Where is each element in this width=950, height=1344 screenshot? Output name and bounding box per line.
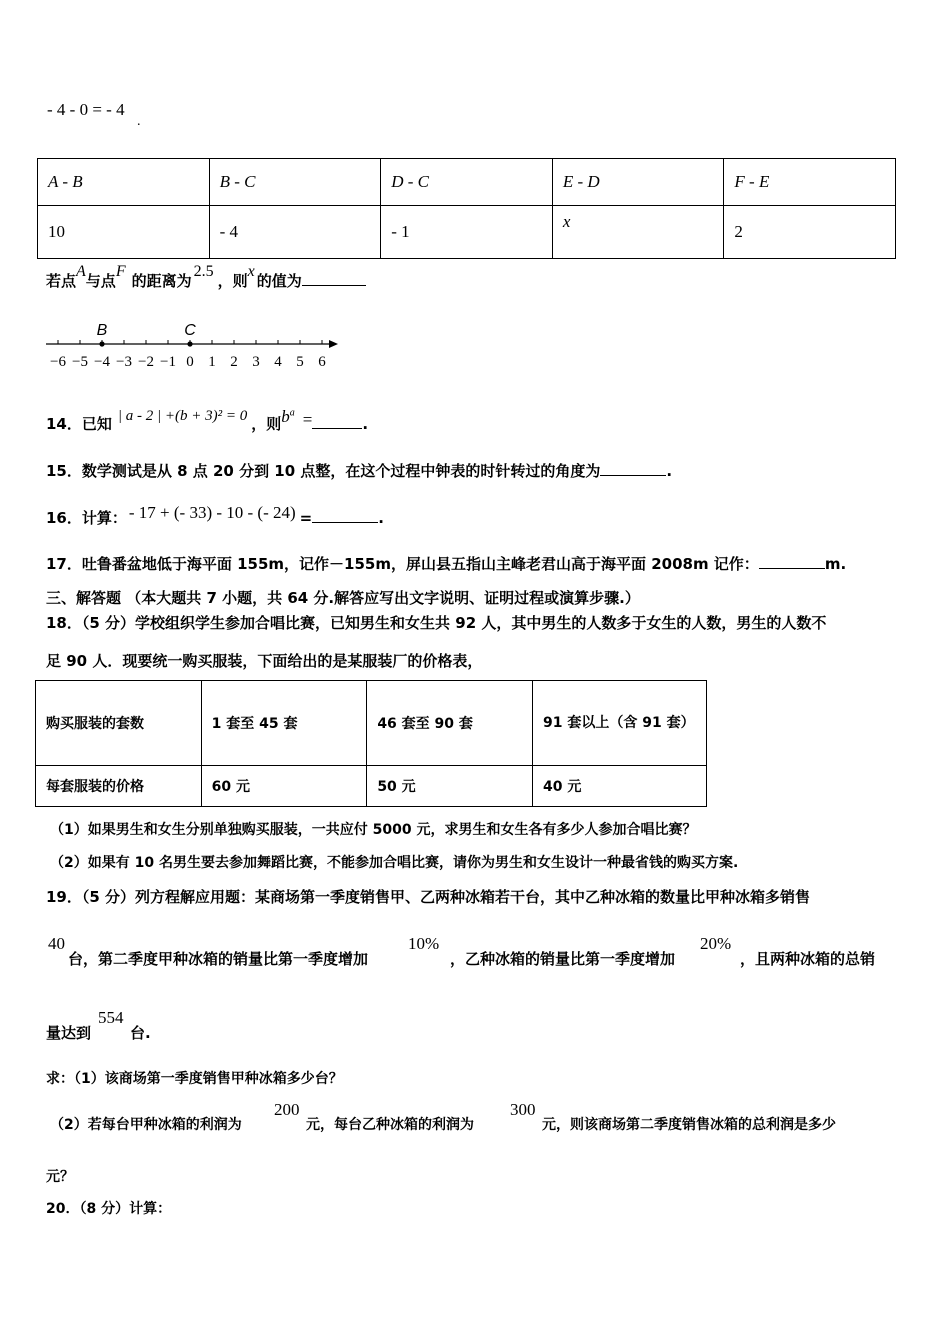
table-cell: 购买服装的套数 [36, 681, 202, 766]
value-300: 300 [510, 1100, 536, 1119]
top-expression [47, 100, 125, 120]
equals-sign: = [302, 410, 313, 429]
question-15 [46, 460, 672, 481]
text-segment: （2）若每台甲种冰箱的利润为 [50, 1117, 242, 1133]
q18-line-2: 足 90 人．现要统一购买服装，下面给出的是某服装厂的价格表， [46, 652, 483, 670]
table-cell: 10 [38, 206, 210, 259]
question-number: 16．计算： [46, 509, 127, 527]
answer-blank[interactable] [600, 475, 666, 476]
table-cell: x [552, 206, 724, 259]
tick-label: −4 [94, 354, 110, 370]
q19-ask: 求：（1）该商场第一季度销售甲种冰箱多少台？ [46, 1071, 343, 1087]
tick-label: −3 [116, 354, 132, 370]
q19-line-2 [46, 934, 926, 974]
table-cell: - 1 [381, 206, 553, 259]
tick-label: 5 [296, 354, 304, 370]
price-table [35, 680, 707, 807]
q17-text: 17．吐鲁番盆地低于海平面 155m，记作－155m，屏山县五指山主峰老君山高于海平面 2008m 记作： [46, 555, 759, 573]
table-cell: 2 [724, 206, 896, 259]
answer-blank[interactable] [312, 428, 362, 429]
table-header-cell: E - D [552, 159, 724, 206]
table-cell: 1 套至 45 套 [201, 681, 367, 766]
table-cell: 60 元 [201, 766, 367, 807]
text-segment: 若点 [46, 272, 77, 290]
table-cell: 46 套至 90 套 [367, 681, 533, 766]
base-b: b [281, 407, 290, 426]
answer-blank[interactable] [759, 568, 825, 569]
cell-text: 91 套以上（含 91 套） [543, 715, 695, 731]
percent-20: 20% [700, 934, 732, 953]
text-segment: 台，第二季度甲种冰箱的销量比第一季度增加 [68, 950, 369, 968]
tick-label: −6 [50, 354, 66, 370]
question-pre-14 [46, 263, 366, 291]
table-cell [533, 681, 707, 766]
tick-label: 4 [274, 354, 282, 370]
q14-equation: | a - 2 | +(b + 3)² = 0 [117, 408, 248, 424]
table-row [36, 681, 707, 766]
text-segment: ，乙种冰箱的销量比第一季度增加 [450, 950, 676, 968]
tick-label: −1 [160, 354, 176, 370]
q19-line-3 [46, 1008, 246, 1044]
percent-10: 10% [408, 934, 440, 953]
period: . [362, 415, 369, 433]
point-label: B [96, 322, 108, 339]
difference-table [37, 158, 896, 259]
number-line [40, 316, 350, 376]
question-number: 14．已知 [46, 415, 112, 433]
q15-text: 15．数学测试是从 8 点 20 分到 10 点整，在这个过程中钟表的时针转过的角度为 [46, 462, 601, 480]
table-header-cell: A - B [38, 159, 210, 206]
q18-line-1: 18．（5 分）学校组织学生参加合唱比赛，已知男生和女生共 92 人，其中男生的人数多于女生的人数，男生的人数不 [46, 614, 827, 632]
answer-blank[interactable] [312, 522, 378, 523]
top-dot: . [137, 114, 141, 129]
q16-expression: - 17 + (- 33) - 10 - (- 24) [128, 503, 296, 522]
tick-label: 1 [208, 354, 216, 370]
q19-sub-2 [46, 1100, 926, 1140]
tick-label: 2 [230, 354, 238, 370]
equals-sign: = [299, 509, 313, 527]
point-f-label: F [115, 263, 126, 280]
tick-label: 3 [252, 354, 260, 370]
text-segment: 的值为 [256, 272, 302, 290]
tick-label: 0 [186, 354, 194, 370]
text-segment: 与点 [85, 272, 116, 290]
text-segment: 量达到 [46, 1024, 92, 1042]
table-cell: 40 元 [533, 766, 707, 807]
text-segment: ，则 [251, 415, 282, 433]
table-row [38, 206, 896, 259]
question-16 [46, 503, 384, 528]
text-segment: 台. [130, 1024, 151, 1042]
text-segment: 元，则该商场第二季度销售冰箱的总利润是多少 [542, 1117, 836, 1133]
section-heading: 三、解答题 （本大题共 7 小题，共 64 分.解答应写出文字说明、证明过程或演算步骤.） [46, 589, 640, 607]
period: . [378, 509, 384, 527]
tick-label: 6 [318, 354, 326, 370]
point-a-label: A [76, 263, 86, 280]
text-segment: ，则 [217, 272, 248, 290]
question-17 [46, 553, 846, 574]
value-40: 40 [48, 934, 65, 953]
table-header-cell: D - C [381, 159, 553, 206]
table-header-cell: F - E [724, 159, 896, 206]
point-dot [187, 341, 192, 346]
answer-blank[interactable] [302, 285, 366, 286]
value-200: 200 [274, 1100, 300, 1119]
q18-sub-1: （1）如果男生和女生分别单独购买服装，一共应付 5000 元，求男生和女生各有多少人参加合唱比赛？ [50, 822, 697, 838]
exponent-a: a [289, 407, 295, 419]
q19-line-1: 19．（5 分）列方程解应用题：某商场第一季度销售甲、乙两种冰箱若干台，其中乙种冰箱的数量比甲种冰箱多销售 [46, 888, 811, 906]
number-line-arrow [329, 340, 338, 348]
tick-label: −5 [72, 354, 88, 370]
value-554: 554 [98, 1008, 124, 1027]
q19-sub-2-end: 元？ [46, 1169, 74, 1185]
table-cell: 50 元 [367, 766, 533, 807]
point-label: C [184, 322, 196, 339]
text-segment: 的距离为 [131, 272, 192, 290]
question-20: 20．（8 分）计算： [46, 1201, 172, 1217]
top-expr-text: - 4 - 0 = - 4 [47, 100, 125, 119]
table-row [38, 159, 896, 206]
table-cell: 每套服装的价格 [36, 766, 202, 807]
point-dot [99, 341, 104, 346]
text-segment: ，且两种冰箱的总销 [740, 950, 876, 968]
text-segment: 元，每台乙种冰箱的利润为 [306, 1117, 474, 1133]
x-variable: x [247, 263, 255, 280]
distance-value: 2.5 [193, 263, 214, 280]
q14-power [281, 407, 295, 426]
table-cell: - 4 [209, 206, 381, 259]
question-14 [46, 407, 369, 434]
period: . [666, 462, 673, 480]
unit: m. [824, 555, 847, 573]
table-header-cell: B - C [209, 159, 381, 206]
q18-sub-2: （2）如果有 10 名男生要去参加舞蹈比赛，不能参加合唱比赛，请你为男生和女生设计一种最省钱的购买方案. [50, 855, 739, 871]
table-row [36, 766, 707, 807]
tick-label: −2 [138, 354, 154, 370]
